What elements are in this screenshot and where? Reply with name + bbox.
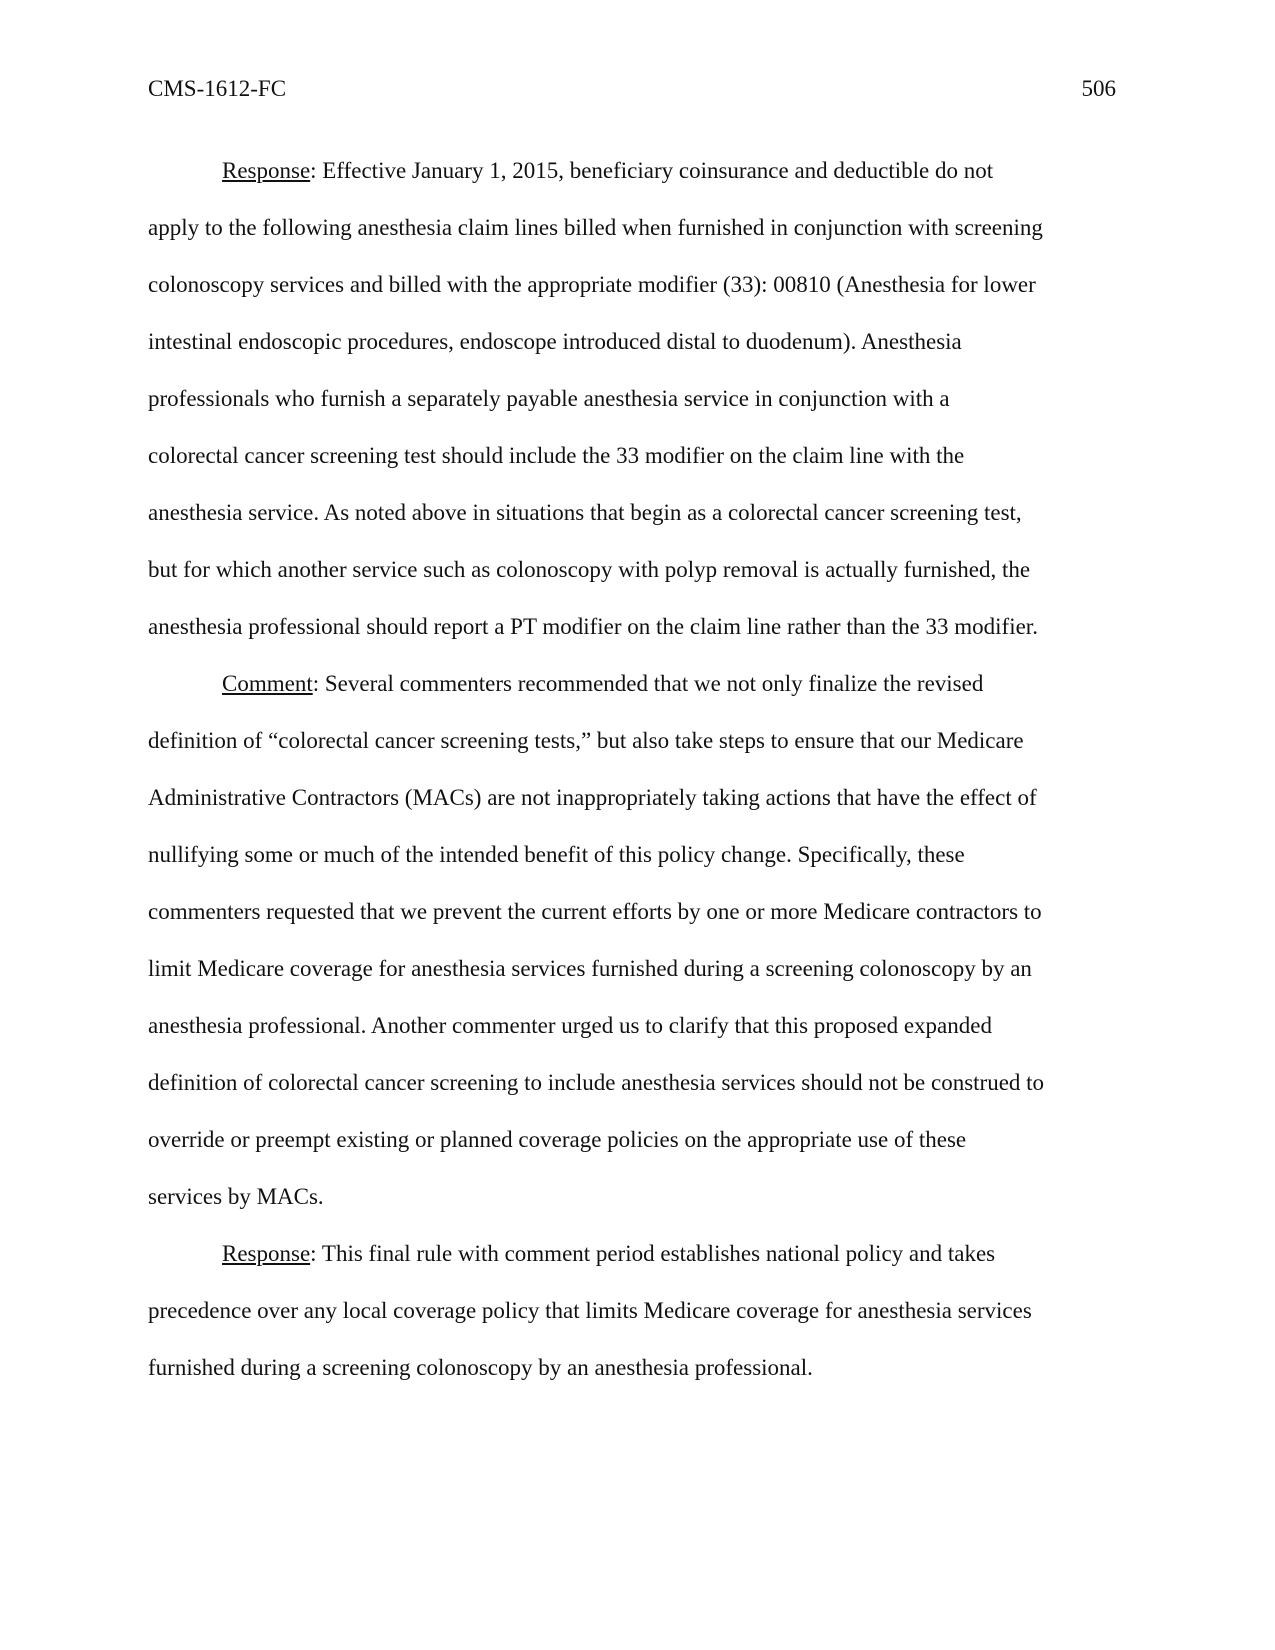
paragraph-label: Comment <box>222 671 313 696</box>
paragraph-line: nullifying some or much of the intended benefit of this policy change. Specifically, these <box>148 842 965 867</box>
paragraph-line: limit Medicare coverage for anesthesia services furnished during a screening colonoscopy by an <box>148 956 1032 981</box>
line-text: : Effective January 1, 2015, beneficiary coinsurance and deductible do not <box>310 158 994 183</box>
paragraph-line: services by MACs. <box>148 1184 324 1209</box>
paragraph-line <box>148 142 1116 199</box>
document-body <box>148 142 1116 1396</box>
paragraph-line: anesthesia service. As noted above in situations that begin as a colorectal cancer screening test, <box>148 500 1022 525</box>
page-number: 506 <box>1081 76 1116 101</box>
paragraph-line: intestinal endoscopic procedures, endoscope introduced distal to duodenum). Anesthesia <box>148 329 962 354</box>
response-paragraph <box>148 142 1116 655</box>
line-text: : Several commenters recommended that we not only finalize the revised <box>312 671 984 696</box>
paragraph-line <box>148 655 1116 712</box>
paragraph-line: apply to the following anesthesia claim lines billed when furnished in conjunction with screening <box>148 215 1043 240</box>
line-text: : This final rule with comment period establishes national policy and takes <box>310 1241 996 1266</box>
paragraph-line: Administrative Contractors (MACs) are not inappropriately taking actions that have the effect of <box>148 785 1037 810</box>
response-paragraph <box>148 1225 1116 1396</box>
paragraph-line <box>148 1225 1116 1282</box>
document-id: CMS-1612-FC <box>148 76 287 101</box>
comment-paragraph <box>148 655 1116 1225</box>
paragraph-line: definition of colorectal cancer screening to include anesthesia services should not be construed to <box>148 1070 1045 1095</box>
paragraph-line: override or preempt existing or planned coverage policies on the appropriate use of these <box>148 1127 967 1152</box>
paragraph-line: furnished during a screening colonoscopy by an anesthesia professional. <box>148 1355 813 1380</box>
paragraph-line: but for which another service such as colonoscopy with polyp removal is actually furnished, the <box>148 557 1031 582</box>
paragraph-line: anesthesia professional. Another commenter urged us to clarify that this proposed expanded <box>148 1013 992 1038</box>
paragraph-line: professionals who furnish a separately payable anesthesia service in conjunction with a <box>148 386 950 411</box>
paragraph-line: precedence over any local coverage policy that limits Medicare coverage for anesthesia services <box>148 1298 1032 1323</box>
paragraph-line: commenters requested that we prevent the current efforts by one or more Medicare contractors to <box>148 899 1042 924</box>
paragraph-line: anesthesia professional should report a PT modifier on the claim line rather than the 33 modifier. <box>148 614 1038 639</box>
paragraph-line: definition of “colorectal cancer screening tests,” but also take steps to ensure that our Medicare <box>148 728 1024 753</box>
paragraph-line: colorectal cancer screening test should include the 33 modifier on the claim line with the <box>148 443 965 468</box>
paragraph-label: Response <box>222 1241 311 1266</box>
paragraph-label: Response <box>222 158 311 183</box>
page-header <box>148 72 1116 106</box>
paragraph-line: colonoscopy services and billed with the appropriate modifier (33): 00810 (Anesthesia for lower <box>148 272 1036 297</box>
